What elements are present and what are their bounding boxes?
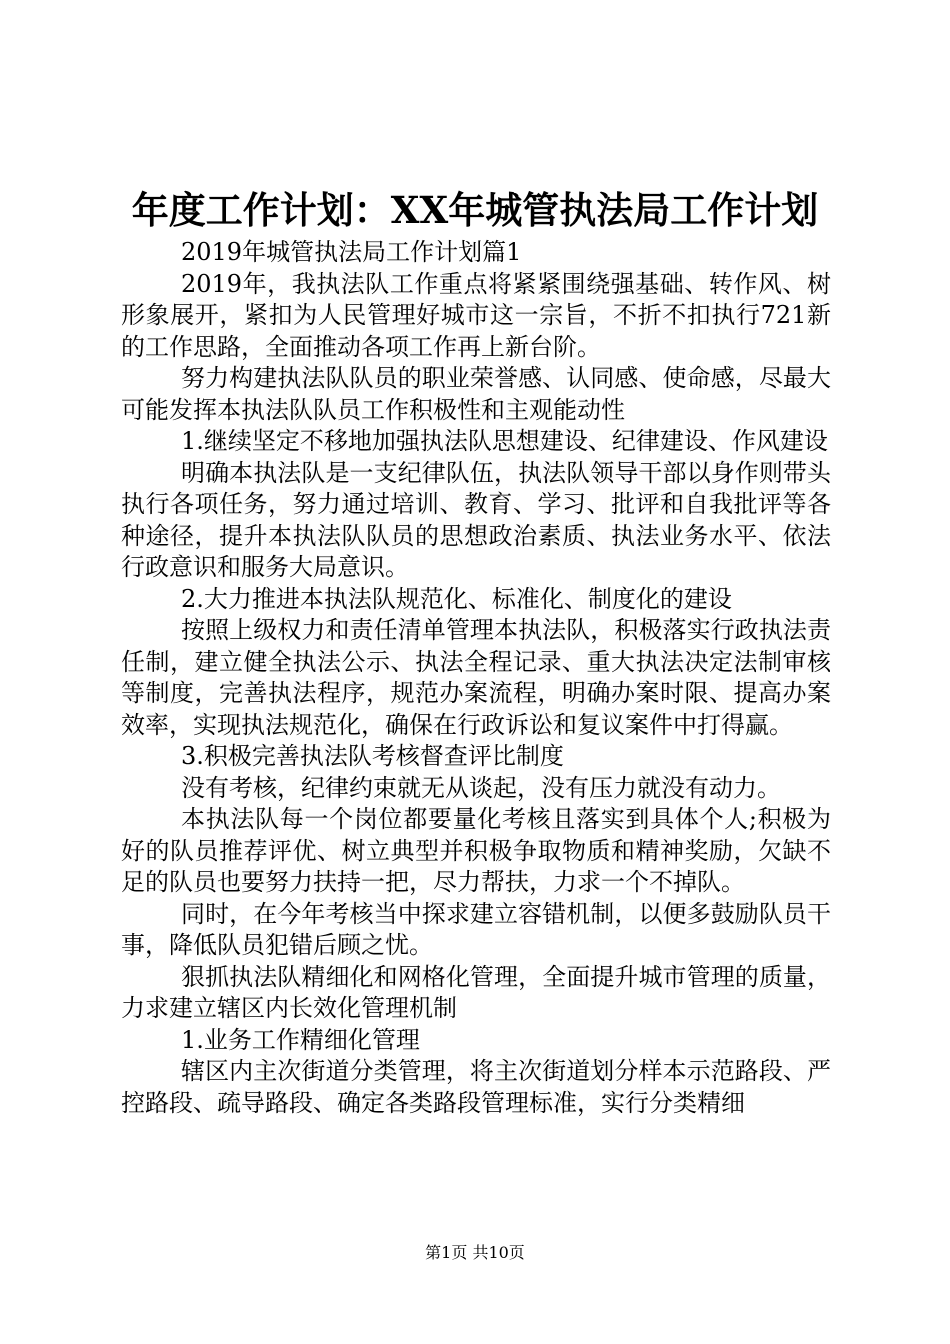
- document-body: [121, 237, 831, 1119]
- document-title: 年度工作计划：XX年城管执法局工作计划: [131, 188, 819, 232]
- section-heading: 2.大力推进本执法队规范化、标准化、制度化的建设: [181, 584, 732, 613]
- paragraph: 2019年，我执法队工作重点将紧紧围绕强基础、转作风、树形象展开，紧扣为人民管理好城市这一宗旨，不折不扣执行721新的工作思路，全面推动各项工作再上新台阶。: [121, 269, 831, 361]
- section-heading: 1.业务工作精细化管理: [181, 1025, 420, 1054]
- paragraph: 同时，在今年考核当中探求建立容错机制，以便多鼓励队员干事，降低队员犯错后顾之忧。: [121, 899, 831, 959]
- paragraph: 狠抓执法队精细化和网格化管理，全面提升城市管理的质量，力求建立辖区内长效化管理机制: [121, 962, 831, 1022]
- paragraph: 努力构建执法队队员的职业荣誉感、认同感、使命感，尽最大可能发挥本执法队队员工作积极性和主观能动性: [121, 364, 831, 424]
- paragraph: 本执法队每一个岗位都要量化考核且落实到具体个人;积极为好的队员推荐评优、树立典型并积极争取物质和精神奖励，欠缺不足的队员也要努力扶持一把，尽力帮扶，力求一个不掉队。: [121, 805, 831, 896]
- paragraph: 辖区内主次街道分类管理，将主次街道划分样本示范路段、严控路段、疏导路段、确定各类路段管理标准，实行分类精细: [121, 1057, 831, 1117]
- page-footer: 第1页 共10页: [425, 1243, 525, 1262]
- section-heading: 3.积极完善执法队考核督查评比制度: [181, 742, 564, 770]
- section-heading: 1.继续坚定不移地加强执法队思想建设、纪律建设、作风建设: [181, 427, 828, 455]
- paragraph-subtitle: 2019年城管执法局工作计划篇1: [181, 238, 522, 266]
- paragraph: 没有考核，纪律约束就无从谈起，没有压力就没有动力。: [181, 773, 781, 802]
- paragraph: 明确本执法队是一支纪律队伍，执法队领导干部以身作则带头执行各项任务，努力通过培训、教育、学习、批评和自我批评等各种途径，提升本执法队队员的思想政治素质、执法业务水平、依法行政意识和服务大局意识。: [121, 458, 831, 581]
- paragraph: 按照上级权力和责任清单管理本执法队，积极落实行政执法责任制，建立健全执法公示、执法全程记录、重大执法决定法制审核等制度，完善执法程序，规范办案流程，明确办案时限、提高办案效率，实现执法规范化，确保在行政诉讼和复议案件中打得赢。: [121, 616, 831, 739]
